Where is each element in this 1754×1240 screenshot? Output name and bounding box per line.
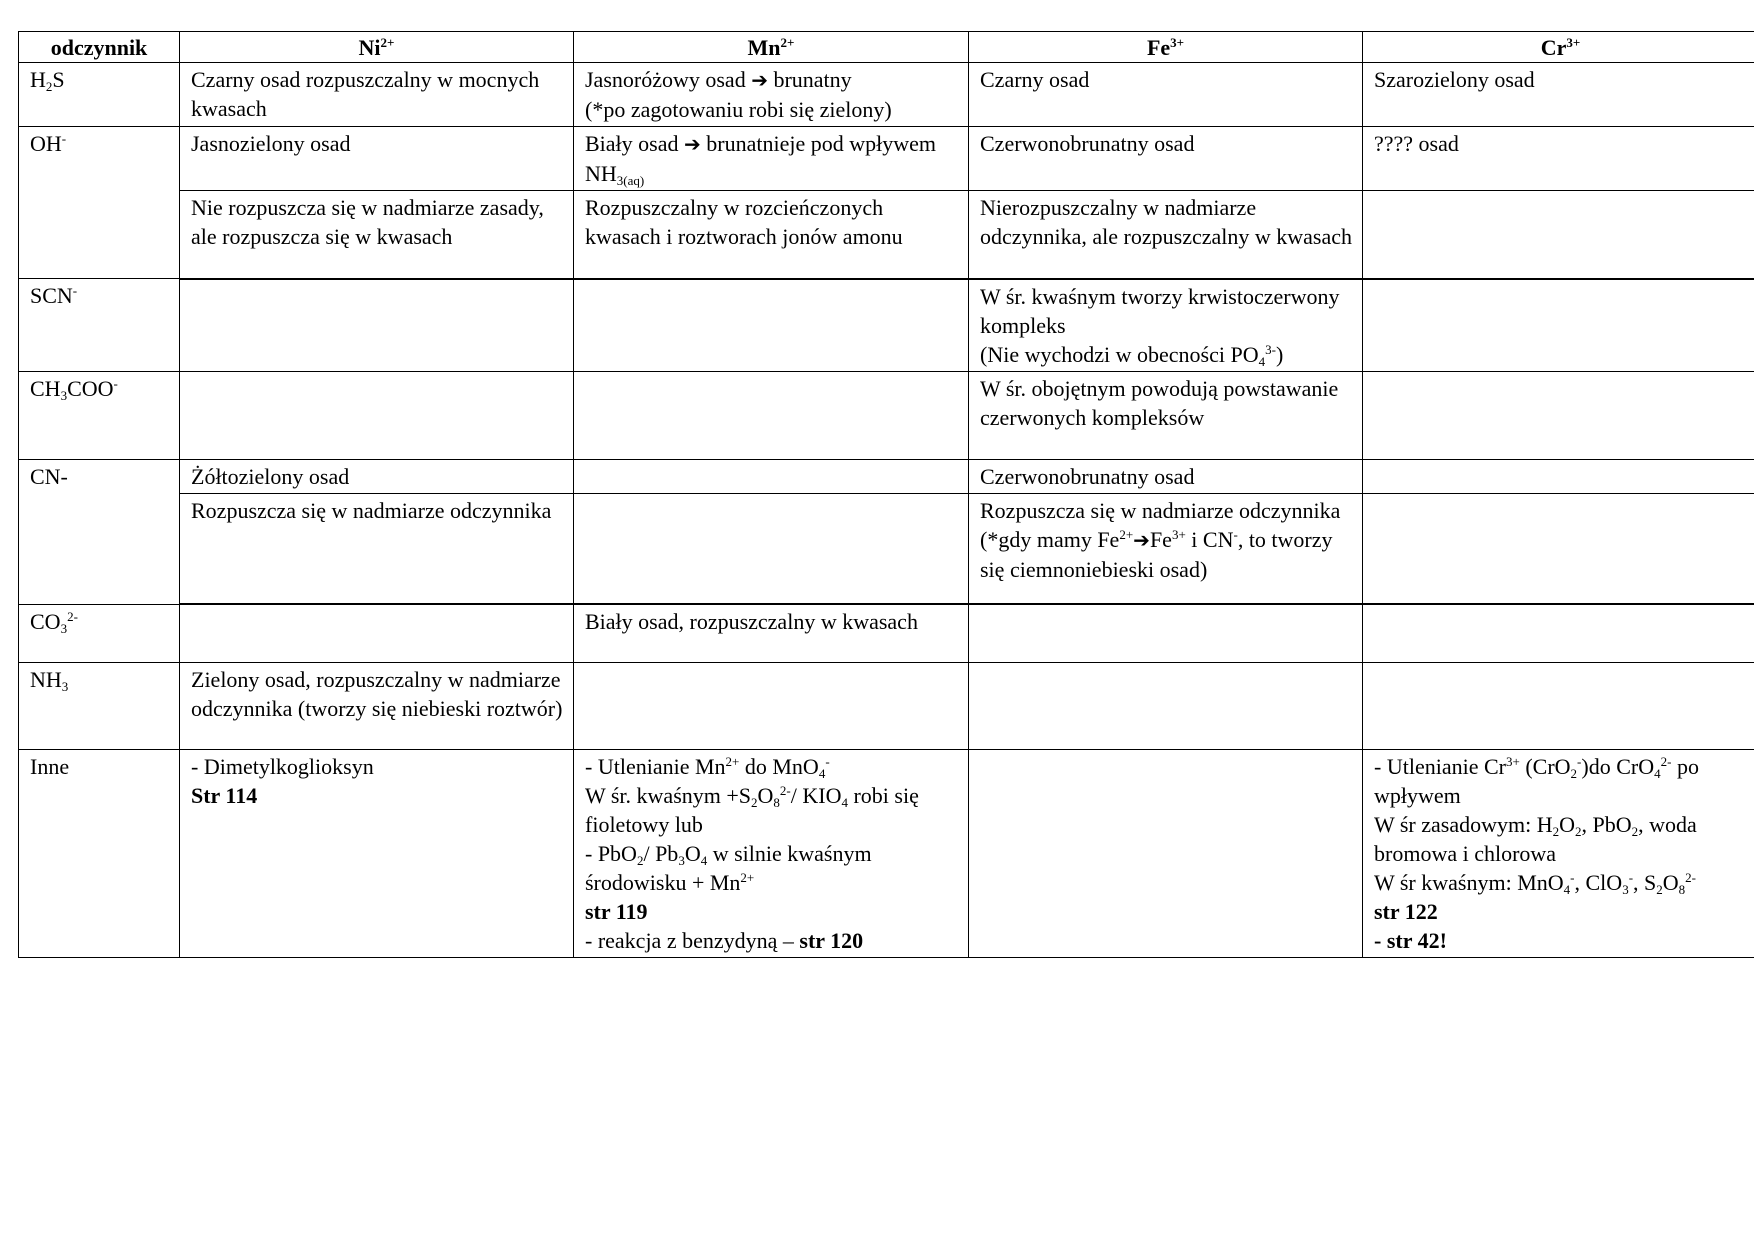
cell-nh3-ni: Zielony osad, rozpuszczalny w nadmiarze odczynnika (tworzy się niebieski roztwór) [180, 662, 574, 749]
cell-oh-ni-1: Jasnozielony osad [180, 127, 574, 191]
cell-ch3coo-ni [180, 371, 574, 459]
row-cn-1 [19, 459, 1754, 493]
header-reagent: odczynnik [19, 32, 180, 63]
cell-inne-fe [969, 749, 1363, 957]
cell-scn-fe: W śr. kwaśnym tworzy krwistoczerwony kompleks (Nie wychodzi w obecności $PO_4^{3-}$) [969, 279, 1363, 372]
row-nh3 [19, 662, 1754, 749]
cell-ch3coo-cr [1363, 371, 1754, 459]
cell-co3-cr [1363, 604, 1754, 662]
row-inne [19, 749, 1754, 957]
header-cr: $Cr^{3+}$ [1363, 32, 1754, 63]
cell-inne-ni: - Dimetylkoglioksyn Str 114 [180, 749, 574, 957]
header-fe: $Fe^{3+}$ [969, 32, 1363, 63]
cell-co3-mn: Biały osad, rozpuszczalny w kwasach [574, 604, 969, 662]
label-ch3coo: $CH_3COO^-$ [19, 371, 180, 459]
cell-nh3-cr [1363, 662, 1754, 749]
row-co3 [19, 604, 1754, 662]
cell-scn-cr [1363, 279, 1754, 372]
cell-oh-mn-2: Rozpuszczalny w rozcieńczonych kwasach i roztworach jonów amonu [574, 191, 969, 279]
cell-h2s-mn: Jasnoróżowy osad ➔ brunatny (*po zagotowaniu robi się zielony) [574, 63, 969, 127]
label-nh3: $NH_3$ [19, 662, 180, 749]
cell-h2s-cr: Szarozielony osad [1363, 63, 1754, 127]
cell-inne-cr: - Utlenianie $Cr^{3+}$ (CrO$_2$-)do CrO$_4^{2-}$ po wpływem W śr zasadowym: $H_2O_2$, PbO$_2$, woda bromowa i chlorowa W śr kwaśnym: MnO$_4$-, ClO$_3$-, $S_2O_8^{2-}$ str 122 - str 42! [1363, 749, 1754, 957]
cell-nh3-mn [574, 662, 969, 749]
cell-cn-ni-2: Rozpuszcza się w nadmiarze odczynnika [180, 493, 574, 604]
label-cn: CN- [19, 459, 180, 604]
cell-co3-fe [969, 604, 1363, 662]
cell-cn-cr-1 [1363, 459, 1754, 493]
cell-ch3coo-mn [574, 371, 969, 459]
cell-h2s-ni: Czarny osad rozpuszczalny w mocnych kwasach [180, 63, 574, 127]
cell-oh-fe-2: Nierozpuszczalny w nadmiarze odczynnika, ale rozpuszczalny w kwasach [969, 191, 1363, 279]
cell-oh-cr-2 [1363, 191, 1754, 279]
cell-cn-ni-1: Żółtozielony osad [180, 459, 574, 493]
cell-ch3coo-fe: W śr. obojętnym powodują powstawanie czerwonych kompleksów [969, 371, 1363, 459]
cell-scn-ni [180, 279, 574, 372]
arrow-icon: ➔ [1133, 527, 1150, 552]
cell-cn-fe-1: Czerwonobrunatny osad [969, 459, 1363, 493]
reaction-table [18, 31, 1754, 958]
cell-oh-fe-1: Czerwonobrunatny osad [969, 127, 1363, 191]
arrow-icon: ➔ [684, 132, 701, 156]
arrow-icon: ➔ [751, 68, 768, 92]
label-scn: SCN- [19, 279, 180, 372]
cell-nh3-fe [969, 662, 1363, 749]
label-co3: $CO_3^{2-}$ [19, 604, 180, 662]
cell-cn-cr-2 [1363, 493, 1754, 604]
cell-cn-mn-1 [574, 459, 969, 493]
label-oh: OH- [19, 127, 180, 279]
cell-oh-cr-1: ???? osad [1363, 127, 1754, 191]
row-cn-2 [19, 493, 1754, 604]
row-scn [19, 279, 1754, 372]
cell-cn-fe-2: Rozpuszcza się w nadmiarze odczynnika (*gdy mamy $Fe^{2+}➔Fe^{3+}$ i CN-, to tworzy się ciemnoniebieski osad) [969, 493, 1363, 604]
cell-h2s-fe: Czarny osad [969, 63, 1363, 127]
cell-scn-mn [574, 279, 969, 372]
label-inne: Inne [19, 749, 180, 957]
label-h2s: $H_2S$ [19, 63, 180, 127]
row-oh-1 [19, 127, 1754, 191]
row-ch3coo [19, 371, 1754, 459]
header-mn: $Mn^{2+}$ [574, 32, 969, 63]
cell-oh-mn-1: Biały osad ➔ brunatnieje pod wpływem $NH_{3(aq)}$ [574, 127, 969, 191]
cell-inne-mn: - Utlenianie $Mn^{2+}$ do MnO$_4$- W śr. kwaśnym $+S_2O_8^{2-}/$ $KIO_4$ robi się fioletowy lub - PbO$_2$/ $Pb_3O_4$ w silnie kwaśnym środowisku + $Mn^{2+}$ str 119 - reakcja z benzydyną – str 120 [574, 749, 969, 957]
header-ni: $Ni^{2+}$ [180, 32, 574, 63]
row-h2s [19, 63, 1754, 127]
cell-co3-ni [180, 604, 574, 662]
cell-cn-mn-2 [574, 493, 969, 604]
cell-oh-ni-2: Nie rozpuszcza się w nadmiarze zasady, ale rozpuszcza się w kwasach [180, 191, 574, 279]
row-oh-2 [19, 191, 1754, 279]
header-row [19, 32, 1754, 63]
